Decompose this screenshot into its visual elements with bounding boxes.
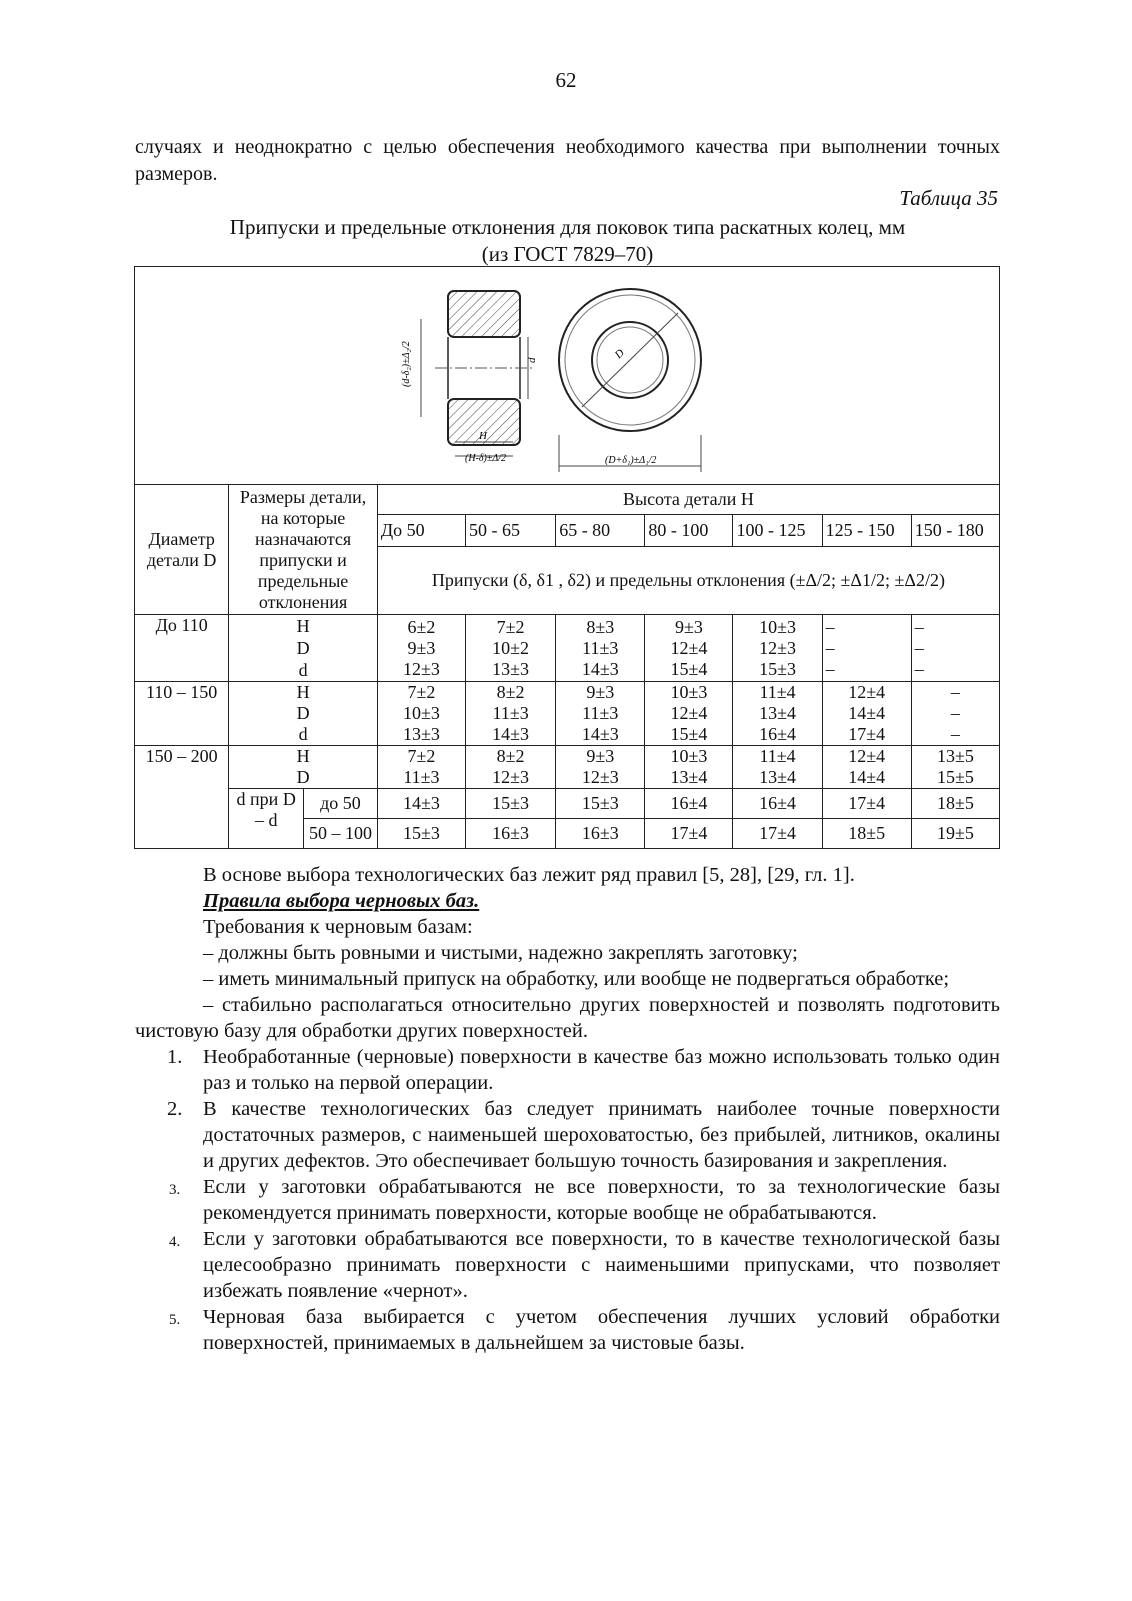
value-cell: 15±3 — [466, 789, 556, 819]
value-text: 9±3 12±3 — [581, 746, 619, 787]
value-cell — [733, 615, 822, 682]
value-cell — [377, 746, 465, 789]
requirement-2: – иметь минимальный припуск на обработку, или вообще не подвергаться обработке; — [203, 968, 950, 990]
table-label: Таблица 35 — [899, 186, 998, 210]
list-item — [135, 1304, 1000, 1356]
rules-list — [135, 1044, 1000, 1356]
value-text: 12±4 14±4 17±4 — [848, 682, 886, 744]
rules-intro: В основе выбора технологических баз лежит ряд правил [5, 28], [29, гл. 1]. — [203, 864, 855, 886]
value-cell — [556, 615, 645, 682]
h-dim-label: (H-δ)±Δ/2 — [465, 453, 506, 464]
header-diameter: Диаметр детали D — [135, 485, 229, 615]
value-cell — [911, 615, 999, 682]
intro-paragraph: случаях и неоднократно с целью обеспечения необходимого качества при выполнении точных размеров. — [135, 136, 1000, 185]
height-range-cell: 100 - 125 — [733, 515, 822, 547]
list-item — [135, 1044, 1000, 1096]
value-text: 8±2 12±3 — [492, 746, 530, 787]
value-cell — [822, 682, 911, 746]
value-cell: 18±5 — [911, 789, 999, 819]
height-range-cell: 65 - 80 — [556, 515, 645, 547]
value-cell — [377, 682, 465, 746]
ring-drawing-cell — [135, 267, 1000, 485]
value-cell: 15±3 — [556, 789, 645, 819]
value-cell — [733, 746, 822, 789]
value-text: 10±3 12±3 15±3 — [759, 616, 796, 679]
value-cell — [733, 682, 822, 746]
value-text: – – – — [950, 682, 960, 744]
h-label: H — [479, 430, 487, 442]
height-range-cell: 150 - 180 — [911, 515, 999, 547]
list-item — [135, 1174, 1000, 1226]
value-cell: 16±3 — [466, 819, 556, 849]
header-allowances: Припуски (δ, δ1 , δ2) и предельны отклонения (±Δ/2; ±Δ1/2; ±Δ2/2) — [377, 547, 999, 615]
value-text: 6±2 9±3 12±3 — [402, 616, 440, 679]
sub-label-cell: до 50 — [304, 789, 378, 819]
value-text: 12±4 14±4 — [848, 746, 886, 787]
dims-cell — [229, 615, 378, 682]
list-number: 5. — [169, 1312, 181, 1328]
dims-text: H D d — [296, 682, 310, 744]
value-cell: 15±3 — [377, 819, 465, 849]
height-range-cell: 125 - 150 — [822, 515, 911, 547]
value-text: 13±5 15±5 — [936, 746, 974, 787]
list-text: Если у заготовки обрабатываются все поверхности, то в качестве технологической базы целесообразно принимать поверхности с наименьшими припусками, что позволяет избежать появление «чернот». — [203, 1228, 1000, 1302]
value-cell — [911, 682, 999, 746]
dims-text: H D — [296, 746, 310, 787]
page-number: 62 — [555, 68, 577, 92]
table-row — [135, 615, 1000, 682]
value-text: 11±4 13±4 — [759, 746, 796, 787]
outer-d-label: D — [612, 347, 627, 362]
value-cell: 16±3 — [556, 819, 645, 849]
value-cell — [645, 746, 733, 789]
value-cell: 16±4 — [645, 789, 733, 819]
value-text: – – – — [914, 616, 924, 679]
value-cell: 17±4 — [645, 819, 733, 849]
value-cell — [466, 682, 556, 746]
allowance-table — [134, 266, 1000, 849]
value-text: 8±2 11±3 14±3 — [492, 682, 530, 744]
rules-section — [135, 862, 1000, 1356]
requirement-1: – должны быть ровными и чистыми, надежно закреплять заготовку; — [203, 942, 798, 964]
sub-label-cell: 50 – 100 — [304, 819, 378, 849]
dims-cell — [229, 746, 378, 789]
list-number: 2. — [167, 1098, 183, 1120]
table-title — [135, 214, 1000, 268]
dims-text: H D d — [296, 616, 310, 680]
value-text: 7±2 10±2 13±3 — [492, 616, 530, 679]
rough-base-requirements: Требования к черновым базам: — [203, 916, 473, 938]
diameter-cell: До 110 — [135, 615, 229, 682]
value-cell — [466, 615, 556, 682]
value-text: 8±3 11±3 14±3 — [581, 616, 619, 679]
height-range-cell: 50 - 65 — [466, 515, 556, 547]
value-text: 11±4 13±4 16±4 — [759, 682, 796, 744]
table-row — [135, 682, 1000, 746]
value-cell: 14±3 — [377, 789, 465, 819]
height-range-cell: 80 - 100 — [645, 515, 733, 547]
value-text: 7±2 11±3 — [403, 746, 440, 787]
list-text: В качестве технологических баз следует принимать наиболее точные поверхности достаточных размеров, с наименьшей шероховатостью, без прибылей, литников, окалины и других дефектов. Это обеспечивает большую точность базирования и закрепления. — [203, 1098, 1000, 1172]
front-view — [559, 289, 701, 472]
value-cell — [645, 615, 733, 682]
value-cell: 19±5 — [911, 819, 999, 849]
value-text: 7±2 10±3 13±3 — [402, 682, 440, 744]
value-cell — [466, 746, 556, 789]
value-cell — [822, 746, 911, 789]
list-item — [135, 1226, 1000, 1304]
value-cell: 17±4 — [733, 819, 822, 849]
list-item — [135, 1096, 1000, 1174]
table-title-line1: Припуски и предельные отклонения для поковок типа раскатных колец, мм — [229, 215, 906, 239]
rules-heading-text: Правила выбора черновых баз. — [203, 890, 480, 912]
rules-heading — [135, 888, 1000, 914]
diameter-cell: 110 – 150 — [135, 682, 229, 746]
value-cell — [377, 615, 465, 682]
list-number: 3. — [169, 1182, 181, 1198]
requirement-3: – стабильно располагаться относительно других поверхностей и позволять подготовить чистовую базу для обработки других поверхностей. — [135, 994, 1000, 1042]
value-cell: 17±4 — [822, 789, 911, 819]
table-row — [135, 746, 1000, 789]
header-dimensions: Размеры детали, на которые назначаются припуски и предельные отклонения — [229, 485, 378, 615]
list-text: Необработанные (черновые) поверхности в качестве баз можно использовать только один раз и только на первой операции. — [203, 1046, 1000, 1094]
diameter-cell: 150 – 200 — [135, 746, 229, 849]
dims-cell — [229, 682, 378, 746]
value-text: – – – — [825, 616, 835, 679]
value-cell: 18±5 — [822, 819, 911, 849]
list-number: 4. — [169, 1234, 181, 1250]
header-height: Высота детали H — [377, 485, 999, 515]
section-view — [401, 291, 538, 464]
list-number: 1. — [167, 1046, 183, 1068]
value-cell — [822, 615, 911, 682]
table-title-line2: (из ГОСТ 7829–70) — [481, 242, 654, 266]
value-text: 9±3 11±3 14±3 — [581, 682, 619, 744]
value-text: 9±3 12±4 15±4 — [670, 616, 708, 679]
d-label-cell: d при D – d — [229, 789, 304, 849]
d-dim-label: (D+δ₁)±Δ₁/2 — [605, 455, 657, 466]
table-row — [135, 789, 1000, 819]
value-cell — [645, 682, 733, 746]
height-range-cell: До 50 — [377, 515, 465, 547]
value-cell — [556, 746, 645, 789]
value-cell: 16±4 — [733, 789, 822, 819]
ring-drawing — [135, 267, 999, 479]
value-cell — [911, 746, 999, 789]
value-cell — [556, 682, 645, 746]
value-text: 10±3 13±4 — [670, 746, 708, 787]
value-text: 10±3 12±4 15±4 — [670, 682, 708, 744]
list-text: Черновая база выбирается с учетом обеспечения лучших условий обработки поверхностей, принимаемых в дальнейшем за чистовые базы. — [203, 1306, 1000, 1354]
list-text: Если у заготовки обрабатываются не все поверхности, то за технологические базы рекомендуется принимать поверхности, которые вообще не обрабатываются. — [203, 1176, 1000, 1224]
left-dim-label: (d-δ₂)±Δ₂/2 — [401, 341, 412, 387]
inner-d-label: d — [526, 357, 538, 363]
